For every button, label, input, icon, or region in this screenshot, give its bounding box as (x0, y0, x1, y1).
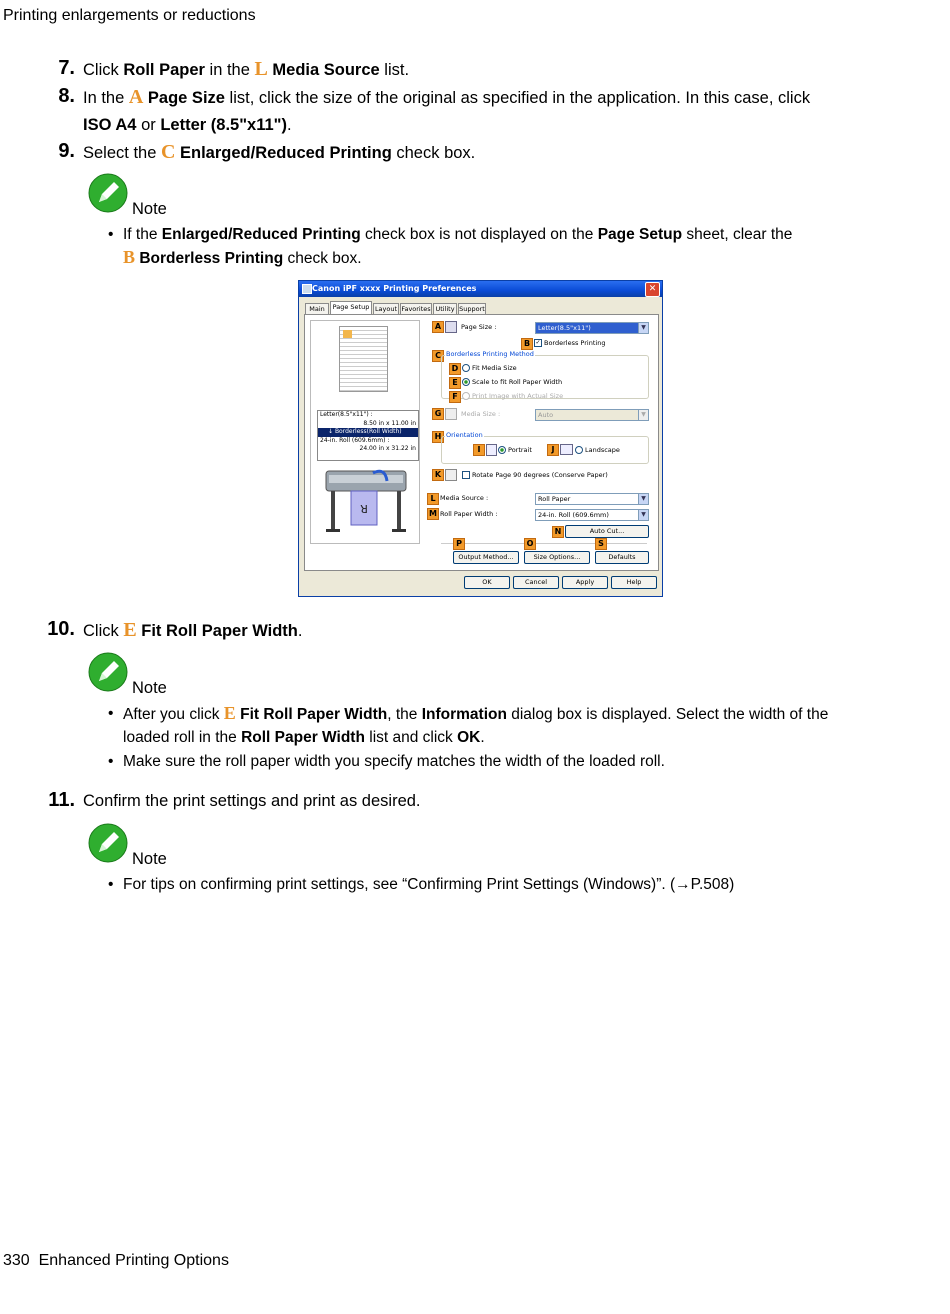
bullet-dot: • (108, 705, 114, 722)
note-bullet: • If the Enlarged/Reduced Printing check box is not displayed on the Page Setup sheet, clear the B Borderless Printing check box. (106, 223, 863, 270)
defaults-button[interactable]: Defaults (595, 551, 649, 564)
bullet-dot: • (108, 876, 114, 893)
page-preview-image (339, 326, 388, 392)
callout-label-k: K (432, 469, 444, 481)
page-size-select[interactable]: Letter(8.5"x11") ▼ (535, 322, 649, 334)
callout-label-p: P (453, 538, 465, 550)
chevron-down-icon: ▼ (638, 494, 648, 504)
checkbox-icon (462, 471, 470, 479)
callout-label-i: I (473, 444, 485, 456)
callout-label-g: G (432, 408, 444, 420)
size-line-2: 8.50 in x 11.00 in (363, 419, 416, 427)
callout-letter: E (223, 703, 236, 723)
page-header-title: Printing enlargements or reductions (3, 7, 256, 24)
step-text: In the A Page Size list, click the size of the original as specified in the application. In this case, click ISO A4 or Letter (8.5"x11"). (83, 86, 811, 134)
roll-width-select[interactable]: 24-in. Roll (609.6mm) ▼ (535, 509, 649, 521)
note-label: Note (132, 679, 167, 697)
tab-layout[interactable]: Layout (374, 305, 398, 313)
callout-label-o: O (524, 538, 536, 550)
tab-favorites[interactable]: Favorites (401, 305, 431, 313)
size-line-4: 24-in. Roll (609.6mm) : (320, 436, 390, 444)
callout-label-b: B (521, 338, 533, 350)
rotate-checkbox[interactable]: Rotate Page 90 degrees (Conserve Paper) (462, 471, 608, 479)
radio-icon (462, 392, 470, 400)
callout-letter: A (128, 86, 144, 108)
size-info-box (317, 410, 419, 461)
size-line-3: ↓ Borderless(Roll Width) (318, 428, 418, 437)
callout-letter: C (160, 141, 176, 163)
callout-label-n: N (552, 526, 564, 538)
callout-letter: B (123, 247, 136, 267)
scale-roll-width-radio[interactable]: Scale to fit Roll Paper Width (462, 378, 562, 386)
printer-icon (302, 284, 312, 294)
dialog-titlebar (299, 281, 662, 297)
tab-utility[interactable]: Utility (433, 303, 457, 315)
note-label: Note (132, 200, 167, 218)
step-text: Confirm the print settings and print as desired. (83, 792, 421, 810)
media-source-select[interactable]: Roll Paper ▼ (535, 493, 649, 505)
borderless-method-title: Borderless Printing Method (446, 350, 534, 358)
note-pencil-icon (88, 823, 128, 863)
step-number: 9. (58, 140, 75, 162)
auto-cut-button[interactable]: Auto Cut... (565, 525, 649, 538)
cancel-button[interactable]: Cancel (513, 576, 559, 589)
landscape-icon (560, 444, 573, 455)
callout-label-h: H (432, 431, 444, 443)
callout-label-e: E (449, 377, 461, 389)
chevron-down-icon: ▼ (638, 510, 648, 520)
note-pencil-icon (88, 652, 128, 692)
orientation-title: Orientation (446, 431, 483, 439)
page-setup-panel (304, 314, 659, 571)
printing-preferences-dialog (298, 280, 663, 597)
ok-button[interactable]: OK (464, 576, 510, 589)
page-size-icon (445, 321, 457, 333)
callout-label-m: M (427, 508, 439, 520)
rotate-icon (445, 469, 457, 481)
tab-support[interactable]: Support (459, 305, 485, 313)
bullet-dot: • (108, 226, 114, 243)
borderless-checkbox[interactable]: ✓ Borderless Printing (535, 339, 606, 347)
step-text: Click Roll Paper in the L Media Source list. (83, 58, 410, 80)
step-number: 11. (48, 789, 75, 811)
step-text: Select the C Enlarged/Reduced Printing check box. (83, 141, 476, 163)
page-footer (3, 1252, 229, 1270)
portrait-radio[interactable]: Portrait (498, 446, 532, 454)
callout-label-s: S (595, 538, 607, 550)
callout-label-a: A (432, 321, 444, 333)
callout-letter: L (254, 58, 268, 80)
chevron-down-icon: ▼ (638, 410, 648, 420)
help-button[interactable]: Help (611, 576, 657, 589)
note-bullet: • For tips on confirming print settings, see “Confirming Print Settings (Windows)”. (→P.508) (106, 873, 863, 896)
note-label: Note (132, 850, 167, 868)
note-bullet: • Make sure the roll paper width you specify matches the width of the loaded roll. (106, 750, 863, 773)
output-method-button[interactable]: Output Method... (453, 551, 519, 564)
media-size-label: Media Size : (461, 410, 501, 418)
divider (441, 543, 647, 544)
apply-button[interactable]: Apply (562, 576, 608, 589)
callout-label-c: C (432, 350, 444, 362)
radio-icon (462, 364, 470, 372)
radio-selected-icon (462, 378, 470, 386)
roll-width-label: Roll Paper Width : (440, 510, 498, 518)
media-size-select[interactable]: Auto ▼ (535, 409, 649, 421)
callout-label-f: F (449, 391, 461, 403)
callout-letter: E (123, 619, 137, 641)
print-actual-size-radio[interactable]: Print Image with Actual Size (462, 392, 563, 400)
tab-page-setup[interactable]: Page Setup (330, 301, 372, 315)
preview-thumbnail-icon (343, 330, 352, 338)
dialog-title: Canon iPF xxxx Printing Preferences (312, 284, 477, 293)
media-size-icon (445, 408, 457, 420)
portrait-icon (486, 444, 497, 456)
media-source-label: Media Source : (440, 494, 489, 502)
step-number: 10. (47, 618, 75, 640)
footer-section: Enhanced Printing Options (38, 1252, 229, 1269)
preview-area (310, 320, 420, 544)
chevron-down-icon: ▼ (638, 323, 648, 333)
checkbox-checked-icon: ✓ (535, 339, 541, 346)
step-number: 8. (58, 85, 75, 107)
page-number: 330 (3, 1252, 30, 1269)
page-size-label: Page Size : (461, 323, 497, 331)
callout-label-j: J (547, 444, 559, 456)
bullet-dot: • (108, 753, 114, 770)
callout-label-l: L (427, 493, 439, 505)
size-line-1: Letter(8.5"x11") : (320, 411, 373, 418)
svg-text:R: R (360, 502, 368, 515)
note-pencil-icon (88, 173, 128, 213)
radio-selected-icon (498, 446, 506, 454)
size-options-button[interactable]: Size Options... (524, 551, 590, 564)
printer-illustration (321, 463, 411, 538)
fit-media-size-radio[interactable]: Fit Media Size (462, 364, 517, 372)
callout-label-d: D (449, 363, 461, 375)
landscape-radio[interactable]: Landscape (575, 446, 620, 454)
tab-main[interactable]: Main (305, 303, 329, 315)
step-text: Click E Fit Roll Paper Width. (83, 619, 303, 641)
close-icon[interactable]: ✕ (645, 282, 660, 297)
radio-icon (575, 446, 583, 454)
step-number: 7. (58, 57, 75, 79)
size-line-5: 24.00 in x 31.22 in (359, 445, 416, 452)
note-bullet: • After you click E Fit Roll Paper Width, the Information dialog box is displayed. Select the width of the loaded roll in the Roll Paper Width list and click OK. (108, 703, 829, 746)
